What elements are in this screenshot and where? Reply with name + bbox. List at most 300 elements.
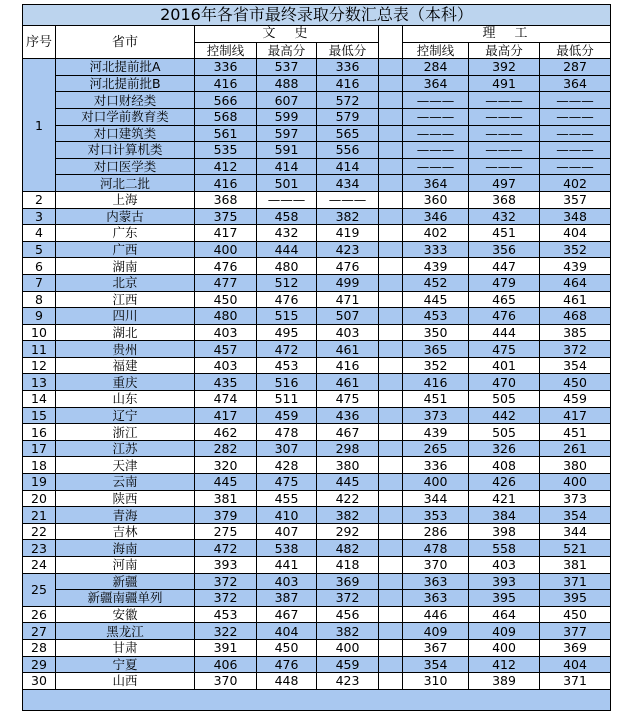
arts-min-cell[interactable]: 436: [317, 407, 379, 424]
arts-control-cell[interactable]: 477: [195, 274, 257, 291]
arts-max-cell[interactable]: 488: [257, 75, 317, 92]
science-max-cell[interactable]: 409: [469, 623, 540, 640]
seq-cell[interactable]: 9: [23, 308, 56, 325]
province-cell[interactable]: 重庆: [56, 374, 195, 391]
empty-tail-cell[interactable]: [23, 689, 611, 710]
arts-max-cell[interactable]: 459: [257, 407, 317, 424]
science-max-cell[interactable]: 470: [469, 374, 540, 391]
header-science-max[interactable]: 最高分: [469, 42, 540, 59]
seq-cell[interactable]: 26: [23, 606, 56, 623]
science-min-cell[interactable]: 371: [540, 573, 611, 590]
header-arts-max[interactable]: 最高分: [257, 42, 317, 59]
gap-cell[interactable]: [379, 241, 403, 258]
province-cell[interactable]: 湖北: [56, 324, 195, 341]
gap-cell[interactable]: [379, 673, 403, 690]
gap-cell[interactable]: [379, 191, 403, 208]
science-max-cell[interactable]: 479: [469, 274, 540, 291]
arts-control-cell[interactable]: 417: [195, 407, 257, 424]
science-max-cell[interactable]: 392: [469, 59, 540, 76]
gap-cell[interactable]: [379, 656, 403, 673]
science-min-cell[interactable]: 404: [540, 225, 611, 242]
science-min-cell[interactable]: 450: [540, 606, 611, 623]
science-min-cell[interactable]: 451: [540, 424, 611, 441]
gap-cell[interactable]: [379, 507, 403, 524]
arts-max-cell[interactable]: 476: [257, 656, 317, 673]
arts-max-cell[interactable]: 410: [257, 507, 317, 524]
science-control-cell[interactable]: 284: [403, 59, 469, 76]
gap-cell[interactable]: [379, 490, 403, 507]
arts-control-cell[interactable]: 535: [195, 142, 257, 159]
arts-max-cell[interactable]: 538: [257, 540, 317, 557]
science-min-cell[interactable]: ———: [540, 125, 611, 142]
arts-min-cell[interactable]: 414: [317, 158, 379, 175]
header-science-min[interactable]: 最低分: [540, 42, 611, 59]
arts-max-cell[interactable]: 455: [257, 490, 317, 507]
arts-max-cell[interactable]: 480: [257, 258, 317, 275]
arts-control-cell[interactable]: 416: [195, 75, 257, 92]
gap-cell[interactable]: [379, 341, 403, 358]
science-max-cell[interactable]: 401: [469, 357, 540, 374]
science-control-cell[interactable]: 409: [403, 623, 469, 640]
science-max-cell[interactable]: 444: [469, 324, 540, 341]
seq-cell[interactable]: 14: [23, 391, 56, 408]
gap-cell[interactable]: [379, 391, 403, 408]
province-cell[interactable]: 对口财经类: [56, 92, 195, 109]
arts-min-cell[interactable]: 476: [317, 258, 379, 275]
science-min-cell[interactable]: 354: [540, 357, 611, 374]
science-control-cell[interactable]: ———: [403, 108, 469, 125]
province-cell[interactable]: 四川: [56, 308, 195, 325]
province-cell[interactable]: 内蒙古: [56, 208, 195, 225]
seq-cell[interactable]: 4: [23, 225, 56, 242]
arts-max-cell[interactable]: 404: [257, 623, 317, 640]
gap-cell[interactable]: [379, 573, 403, 590]
science-max-cell[interactable]: 408: [469, 457, 540, 474]
arts-max-cell[interactable]: 476: [257, 291, 317, 308]
science-max-cell[interactable]: 403: [469, 557, 540, 574]
science-max-cell[interactable]: 491: [469, 75, 540, 92]
arts-max-cell[interactable]: 501: [257, 175, 317, 192]
province-cell[interactable]: 上海: [56, 191, 195, 208]
science-control-cell[interactable]: 373: [403, 407, 469, 424]
gap-cell[interactable]: [379, 357, 403, 374]
arts-min-cell[interactable]: 422: [317, 490, 379, 507]
science-control-cell[interactable]: 439: [403, 424, 469, 441]
arts-control-cell[interactable]: 453: [195, 606, 257, 623]
science-control-cell[interactable]: ———: [403, 125, 469, 142]
science-max-cell[interactable]: 393: [469, 573, 540, 590]
seq-cell[interactable]: 28: [23, 639, 56, 656]
arts-max-cell[interactable]: 599: [257, 108, 317, 125]
seq-cell[interactable]: 7: [23, 274, 56, 291]
arts-min-cell[interactable]: 419: [317, 225, 379, 242]
arts-control-cell[interactable]: 381: [195, 490, 257, 507]
arts-control-cell[interactable]: 400: [195, 241, 257, 258]
header-science[interactable]: 理 工: [403, 26, 611, 43]
gap-cell[interactable]: [379, 208, 403, 225]
arts-min-cell[interactable]: 461: [317, 341, 379, 358]
arts-min-cell[interactable]: 579: [317, 108, 379, 125]
science-min-cell[interactable]: 404: [540, 656, 611, 673]
gap-cell[interactable]: [379, 606, 403, 623]
province-cell[interactable]: 江西: [56, 291, 195, 308]
science-min-cell[interactable]: 377: [540, 623, 611, 640]
science-max-cell[interactable]: 505: [469, 424, 540, 441]
arts-max-cell[interactable]: 495: [257, 324, 317, 341]
arts-min-cell[interactable]: 475: [317, 391, 379, 408]
arts-min-cell[interactable]: 507: [317, 308, 379, 325]
science-min-cell[interactable]: 395: [540, 590, 611, 607]
seq-cell[interactable]: 30: [23, 673, 56, 690]
science-control-cell[interactable]: 363: [403, 573, 469, 590]
arts-control-cell[interactable]: 457: [195, 341, 257, 358]
science-max-cell[interactable]: ———: [469, 92, 540, 109]
science-control-cell[interactable]: 400: [403, 474, 469, 491]
arts-min-cell[interactable]: 416: [317, 75, 379, 92]
science-max-cell[interactable]: 326: [469, 440, 540, 457]
science-max-cell[interactable]: 412: [469, 656, 540, 673]
province-cell[interactable]: 云南: [56, 474, 195, 491]
arts-min-cell[interactable]: 336: [317, 59, 379, 76]
arts-control-cell[interactable]: 566: [195, 92, 257, 109]
science-max-cell[interactable]: ———: [469, 125, 540, 142]
science-min-cell[interactable]: 450: [540, 374, 611, 391]
arts-control-cell[interactable]: 372: [195, 590, 257, 607]
science-max-cell[interactable]: 400: [469, 639, 540, 656]
seq-cell[interactable]: 23: [23, 540, 56, 557]
science-control-cell[interactable]: 445: [403, 291, 469, 308]
science-min-cell[interactable]: 357: [540, 191, 611, 208]
science-control-cell[interactable]: 364: [403, 75, 469, 92]
arts-control-cell[interactable]: 336: [195, 59, 257, 76]
arts-control-cell[interactable]: 275: [195, 523, 257, 540]
science-min-cell[interactable]: 354: [540, 507, 611, 524]
arts-max-cell[interactable]: 453: [257, 357, 317, 374]
science-min-cell[interactable]: 372: [540, 341, 611, 358]
arts-control-cell[interactable]: 474: [195, 391, 257, 408]
arts-control-cell[interactable]: 393: [195, 557, 257, 574]
gap-cell[interactable]: [379, 274, 403, 291]
gap-cell[interactable]: [379, 158, 403, 175]
gap-cell[interactable]: [379, 59, 403, 76]
science-control-cell[interactable]: 336: [403, 457, 469, 474]
science-max-cell[interactable]: 465: [469, 291, 540, 308]
science-max-cell[interactable]: 398: [469, 523, 540, 540]
arts-control-cell[interactable]: 568: [195, 108, 257, 125]
seq-cell[interactable]: 24: [23, 557, 56, 574]
gap-cell[interactable]: [379, 474, 403, 491]
science-control-cell[interactable]: 416: [403, 374, 469, 391]
science-min-cell[interactable]: 402: [540, 175, 611, 192]
seq-cell[interactable]: 1: [23, 59, 56, 192]
arts-min-cell[interactable]: 471: [317, 291, 379, 308]
arts-max-cell[interactable]: 475: [257, 474, 317, 491]
seq-cell[interactable]: 20: [23, 490, 56, 507]
arts-max-cell[interactable]: 511: [257, 391, 317, 408]
header-science-control[interactable]: 控制线: [403, 42, 469, 59]
seq-cell[interactable]: 21: [23, 507, 56, 524]
science-control-cell[interactable]: 451: [403, 391, 469, 408]
science-control-cell[interactable]: ———: [403, 158, 469, 175]
science-max-cell[interactable]: ———: [469, 108, 540, 125]
science-max-cell[interactable]: 476: [469, 308, 540, 325]
science-control-cell[interactable]: 370: [403, 557, 469, 574]
science-control-cell[interactable]: 350: [403, 324, 469, 341]
arts-control-cell[interactable]: 472: [195, 540, 257, 557]
arts-min-cell[interactable]: 382: [317, 623, 379, 640]
arts-control-cell[interactable]: 445: [195, 474, 257, 491]
arts-min-cell[interactable]: 499: [317, 274, 379, 291]
arts-min-cell[interactable]: 400: [317, 639, 379, 656]
seq-cell[interactable]: 16: [23, 424, 56, 441]
header-arts[interactable]: 文 史: [195, 26, 379, 43]
seq-cell[interactable]: 27: [23, 623, 56, 640]
science-max-cell[interactable]: 442: [469, 407, 540, 424]
arts-max-cell[interactable]: 428: [257, 457, 317, 474]
province-cell[interactable]: 对口医学类: [56, 158, 195, 175]
science-min-cell[interactable]: 464: [540, 274, 611, 291]
province-cell[interactable]: 北京: [56, 274, 195, 291]
province-cell[interactable]: 河北二批: [56, 175, 195, 192]
province-cell[interactable]: 辽宁: [56, 407, 195, 424]
arts-control-cell[interactable]: 375: [195, 208, 257, 225]
province-cell[interactable]: 吉林: [56, 523, 195, 540]
arts-control-cell[interactable]: 391: [195, 639, 257, 656]
gap-cell[interactable]: [379, 407, 403, 424]
arts-max-cell[interactable]: 515: [257, 308, 317, 325]
seq-cell[interactable]: 3: [23, 208, 56, 225]
science-min-cell[interactable]: 459: [540, 391, 611, 408]
province-cell[interactable]: 黑龙江: [56, 623, 195, 640]
science-max-cell[interactable]: 505: [469, 391, 540, 408]
science-min-cell[interactable]: 352: [540, 241, 611, 258]
arts-control-cell[interactable]: 412: [195, 158, 257, 175]
gap-cell[interactable]: [379, 291, 403, 308]
province-cell[interactable]: 陕西: [56, 490, 195, 507]
seq-cell[interactable]: 15: [23, 407, 56, 424]
science-max-cell[interactable]: 384: [469, 507, 540, 524]
arts-max-cell[interactable]: 472: [257, 341, 317, 358]
arts-max-cell[interactable]: 387: [257, 590, 317, 607]
arts-min-cell[interactable]: 369: [317, 573, 379, 590]
province-cell[interactable]: 对口学前教育类: [56, 108, 195, 125]
arts-min-cell[interactable]: 423: [317, 673, 379, 690]
gap-cell[interactable]: [379, 590, 403, 607]
province-cell[interactable]: 甘肃: [56, 639, 195, 656]
seq-cell[interactable]: 5: [23, 241, 56, 258]
arts-min-cell[interactable]: ———: [317, 191, 379, 208]
science-control-cell[interactable]: 344: [403, 490, 469, 507]
science-min-cell[interactable]: 369: [540, 639, 611, 656]
science-min-cell[interactable]: 521: [540, 540, 611, 557]
province-cell[interactable]: 青海: [56, 507, 195, 524]
arts-max-cell[interactable]: 441: [257, 557, 317, 574]
science-min-cell[interactable]: 364: [540, 75, 611, 92]
science-min-cell[interactable]: ———: [540, 142, 611, 159]
science-max-cell[interactable]: 356: [469, 241, 540, 258]
arts-control-cell[interactable]: 435: [195, 374, 257, 391]
arts-max-cell[interactable]: 512: [257, 274, 317, 291]
gap-cell[interactable]: [379, 225, 403, 242]
science-min-cell[interactable]: 261: [540, 440, 611, 457]
science-control-cell[interactable]: 453: [403, 308, 469, 325]
arts-max-cell[interactable]: 537: [257, 59, 317, 76]
gap-cell[interactable]: [379, 523, 403, 540]
province-cell[interactable]: 江苏: [56, 440, 195, 457]
arts-min-cell[interactable]: 416: [317, 357, 379, 374]
arts-min-cell[interactable]: 467: [317, 424, 379, 441]
science-max-cell[interactable]: 558: [469, 540, 540, 557]
science-control-cell[interactable]: 446: [403, 606, 469, 623]
science-max-cell[interactable]: ———: [469, 142, 540, 159]
science-max-cell[interactable]: 447: [469, 258, 540, 275]
seq-cell[interactable]: 22: [23, 523, 56, 540]
province-cell[interactable]: 宁夏: [56, 656, 195, 673]
science-control-cell[interactable]: 286: [403, 523, 469, 540]
gap-cell[interactable]: [379, 175, 403, 192]
arts-control-cell[interactable]: 561: [195, 125, 257, 142]
header-arts-control[interactable]: 控制线: [195, 42, 257, 59]
arts-min-cell[interactable]: 459: [317, 656, 379, 673]
arts-max-cell[interactable]: 444: [257, 241, 317, 258]
province-cell[interactable]: 对口建筑类: [56, 125, 195, 142]
province-cell[interactable]: 新疆南疆单列: [56, 590, 195, 607]
science-control-cell[interactable]: 354: [403, 656, 469, 673]
arts-control-cell[interactable]: 417: [195, 225, 257, 242]
province-cell[interactable]: 山东: [56, 391, 195, 408]
arts-max-cell[interactable]: 307: [257, 440, 317, 457]
arts-control-cell[interactable]: 403: [195, 357, 257, 374]
gap-cell[interactable]: [379, 324, 403, 341]
gap-cell[interactable]: [379, 540, 403, 557]
gap-cell[interactable]: [379, 125, 403, 142]
science-control-cell[interactable]: ———: [403, 92, 469, 109]
province-cell[interactable]: 天津: [56, 457, 195, 474]
province-cell[interactable]: 浙江: [56, 424, 195, 441]
arts-control-cell[interactable]: 372: [195, 573, 257, 590]
arts-control-cell[interactable]: 368: [195, 191, 257, 208]
arts-control-cell[interactable]: 462: [195, 424, 257, 441]
arts-control-cell[interactable]: 322: [195, 623, 257, 640]
arts-control-cell[interactable]: 416: [195, 175, 257, 192]
arts-control-cell[interactable]: 476: [195, 258, 257, 275]
science-min-cell[interactable]: 461: [540, 291, 611, 308]
gap-cell[interactable]: [379, 75, 403, 92]
science-control-cell[interactable]: 333: [403, 241, 469, 258]
arts-control-cell[interactable]: 403: [195, 324, 257, 341]
arts-min-cell[interactable]: 445: [317, 474, 379, 491]
arts-max-cell[interactable]: 467: [257, 606, 317, 623]
province-cell[interactable]: 福建: [56, 357, 195, 374]
seq-cell[interactable]: 12: [23, 357, 56, 374]
arts-min-cell[interactable]: 434: [317, 175, 379, 192]
science-max-cell[interactable]: 426: [469, 474, 540, 491]
science-min-cell[interactable]: 385: [540, 324, 611, 341]
science-min-cell[interactable]: 380: [540, 457, 611, 474]
gap-cell[interactable]: [379, 457, 403, 474]
arts-min-cell[interactable]: 382: [317, 208, 379, 225]
science-control-cell[interactable]: 365: [403, 341, 469, 358]
province-cell[interactable]: 新疆: [56, 573, 195, 590]
science-min-cell[interactable]: 381: [540, 557, 611, 574]
arts-max-cell[interactable]: 478: [257, 424, 317, 441]
arts-min-cell[interactable]: 382: [317, 507, 379, 524]
arts-min-cell[interactable]: 380: [317, 457, 379, 474]
arts-min-cell[interactable]: 461: [317, 374, 379, 391]
seq-cell[interactable]: 25: [23, 573, 56, 606]
arts-max-cell[interactable]: 450: [257, 639, 317, 656]
seq-cell[interactable]: 11: [23, 341, 56, 358]
science-min-cell[interactable]: 287: [540, 59, 611, 76]
header-gap[interactable]: [379, 26, 403, 59]
arts-max-cell[interactable]: 403: [257, 573, 317, 590]
province-cell[interactable]: 河北提前批A: [56, 59, 195, 76]
gap-cell[interactable]: [379, 258, 403, 275]
arts-max-cell[interactable]: 597: [257, 125, 317, 142]
table-title[interactable]: 2016年各省市最终录取分数汇总表（本科）: [23, 5, 611, 26]
science-min-cell[interactable]: ———: [540, 92, 611, 109]
province-cell[interactable]: 河南: [56, 557, 195, 574]
science-control-cell[interactable]: 346: [403, 208, 469, 225]
province-cell[interactable]: 广西: [56, 241, 195, 258]
gap-cell[interactable]: [379, 374, 403, 391]
science-min-cell[interactable]: 400: [540, 474, 611, 491]
arts-min-cell[interactable]: 482: [317, 540, 379, 557]
gap-cell[interactable]: [379, 108, 403, 125]
arts-max-cell[interactable]: 448: [257, 673, 317, 690]
seq-cell[interactable]: 13: [23, 374, 56, 391]
seq-cell[interactable]: 10: [23, 324, 56, 341]
science-min-cell[interactable]: ———: [540, 158, 611, 175]
science-control-cell[interactable]: 364: [403, 175, 469, 192]
gap-cell[interactable]: [379, 440, 403, 457]
gap-cell[interactable]: [379, 639, 403, 656]
science-max-cell[interactable]: 497: [469, 175, 540, 192]
arts-control-cell[interactable]: 379: [195, 507, 257, 524]
seq-cell[interactable]: 6: [23, 258, 56, 275]
arts-min-cell[interactable]: 572: [317, 92, 379, 109]
science-max-cell[interactable]: 432: [469, 208, 540, 225]
science-control-cell[interactable]: 265: [403, 440, 469, 457]
science-max-cell[interactable]: 475: [469, 341, 540, 358]
science-control-cell[interactable]: 310: [403, 673, 469, 690]
seq-cell[interactable]: 8: [23, 291, 56, 308]
province-cell[interactable]: 山西: [56, 673, 195, 690]
seq-cell[interactable]: 17: [23, 440, 56, 457]
science-control-cell[interactable]: 363: [403, 590, 469, 607]
arts-max-cell[interactable]: 591: [257, 142, 317, 159]
arts-control-cell[interactable]: 406: [195, 656, 257, 673]
science-max-cell[interactable]: 368: [469, 191, 540, 208]
science-min-cell[interactable]: 417: [540, 407, 611, 424]
arts-min-cell[interactable]: 372: [317, 590, 379, 607]
arts-min-cell[interactable]: 556: [317, 142, 379, 159]
science-min-cell[interactable]: 468: [540, 308, 611, 325]
science-min-cell[interactable]: 371: [540, 673, 611, 690]
arts-max-cell[interactable]: 432: [257, 225, 317, 242]
science-control-cell[interactable]: 402: [403, 225, 469, 242]
science-max-cell[interactable]: 464: [469, 606, 540, 623]
science-max-cell[interactable]: ———: [469, 158, 540, 175]
seq-cell[interactable]: 29: [23, 656, 56, 673]
arts-max-cell[interactable]: 516: [257, 374, 317, 391]
science-control-cell[interactable]: 360: [403, 191, 469, 208]
arts-control-cell[interactable]: 370: [195, 673, 257, 690]
science-min-cell[interactable]: 344: [540, 523, 611, 540]
header-province[interactable]: 省市: [56, 26, 195, 59]
science-min-cell[interactable]: 348: [540, 208, 611, 225]
arts-control-cell[interactable]: 320: [195, 457, 257, 474]
